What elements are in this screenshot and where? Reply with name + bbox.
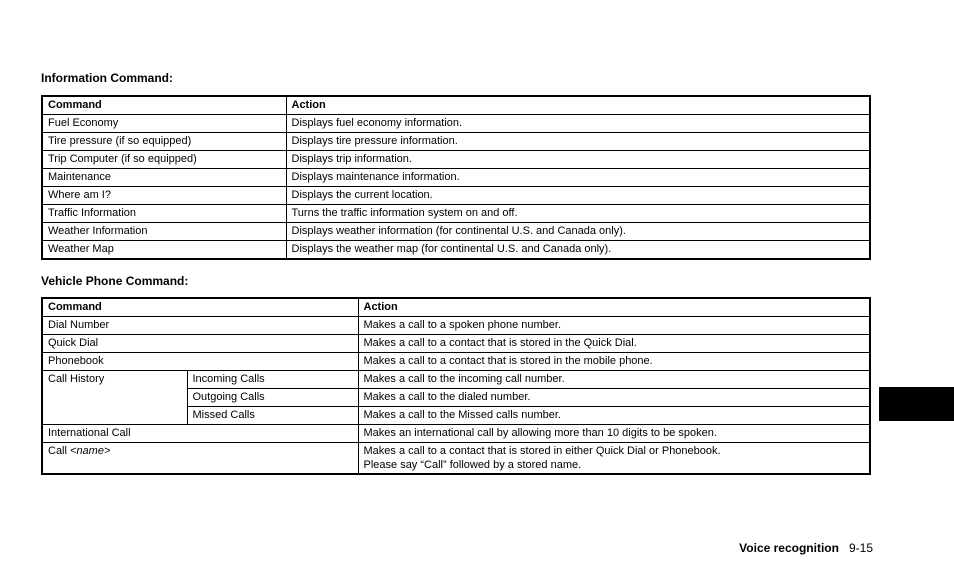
call-history-cell: Call History bbox=[42, 371, 187, 425]
command-cell: Where am I? bbox=[42, 187, 286, 205]
action-cell: Makes a call to the incoming call number. bbox=[358, 371, 870, 389]
command-cell bbox=[42, 443, 358, 475]
column-header-action: Action bbox=[358, 298, 870, 317]
action-cell bbox=[358, 443, 870, 475]
table-row bbox=[42, 443, 870, 475]
name-placeholder: <name> bbox=[70, 445, 111, 457]
table-row bbox=[42, 151, 870, 169]
action-line: Please say “Call” followed by a stored name. bbox=[363, 459, 582, 471]
action-cell: Displays weather information (for continental U.S. and Canada only). bbox=[286, 223, 870, 241]
table-row bbox=[42, 317, 870, 335]
table-header-row bbox=[42, 298, 870, 317]
command-cell: Tire pressure (if so equipped) bbox=[42, 133, 286, 151]
action-cell: Turns the traffic information system on and off. bbox=[286, 205, 870, 223]
chapter-tab-marker bbox=[879, 387, 954, 421]
table-row bbox=[42, 371, 870, 389]
table-row bbox=[42, 353, 870, 371]
sub-command-cell: Incoming Calls bbox=[187, 371, 358, 389]
table-row bbox=[42, 241, 870, 260]
action-cell: Makes a call to the Missed calls number. bbox=[358, 407, 870, 425]
page-footer bbox=[600, 541, 873, 555]
action-cell: Displays fuel economy information. bbox=[286, 115, 870, 133]
action-cell: Displays the current location. bbox=[286, 187, 870, 205]
action-cell: Makes an international call by allowing more than 10 digits to be spoken. bbox=[358, 425, 870, 443]
command-cell: Weather Map bbox=[42, 241, 286, 260]
command-cell: Dial Number bbox=[42, 317, 358, 335]
command-cell: Maintenance bbox=[42, 169, 286, 187]
page-number: 9-15 bbox=[848, 541, 873, 555]
table-row bbox=[42, 133, 870, 151]
table-row bbox=[42, 335, 870, 353]
table-row bbox=[42, 169, 870, 187]
table-header-row bbox=[42, 96, 870, 115]
action-cell: Displays maintenance information. bbox=[286, 169, 870, 187]
table-row bbox=[42, 425, 870, 443]
column-header-command: Command bbox=[42, 96, 286, 115]
vehicle-phone-command-heading: Vehicle Phone Command: bbox=[41, 274, 189, 288]
column-header-command: Command bbox=[42, 298, 358, 317]
table-row bbox=[42, 223, 870, 241]
sub-command-cell: Outgoing Calls bbox=[187, 389, 358, 407]
action-cell: Displays tire pressure information. bbox=[286, 133, 870, 151]
information-command-heading: Information Command: bbox=[41, 71, 173, 85]
command-cell: Fuel Economy bbox=[42, 115, 286, 133]
command-cell: Phonebook bbox=[42, 353, 358, 371]
action-cell: Displays trip information. bbox=[286, 151, 870, 169]
table-row bbox=[42, 115, 870, 133]
vehicle-phone-command-table bbox=[41, 297, 871, 475]
action-cell: Makes a call to the dialed number. bbox=[358, 389, 870, 407]
command-cell: Quick Dial bbox=[42, 335, 358, 353]
information-command-table bbox=[41, 95, 871, 260]
command-cell: Weather Information bbox=[42, 223, 286, 241]
call-command-label: Call bbox=[48, 445, 67, 457]
action-cell: Makes a call to a contact that is stored in the mobile phone. bbox=[358, 353, 870, 371]
sub-command-cell: Missed Calls bbox=[187, 407, 358, 425]
command-cell: Traffic Information bbox=[42, 205, 286, 223]
footer-section-title: Voice recognition bbox=[739, 541, 839, 555]
action-line: Makes a call to a contact that is stored in either Quick Dial or Phonebook. bbox=[363, 445, 721, 457]
command-cell: Trip Computer (if so equipped) bbox=[42, 151, 286, 169]
action-cell: Makes a call to a spoken phone number. bbox=[358, 317, 870, 335]
action-cell: Displays the weather map (for continental U.S. and Canada only). bbox=[286, 241, 870, 260]
column-header-action: Action bbox=[286, 96, 870, 115]
action-cell: Makes a call to a contact that is stored in the Quick Dial. bbox=[358, 335, 870, 353]
table-row bbox=[42, 205, 870, 223]
command-cell: International Call bbox=[42, 425, 358, 443]
table-row bbox=[42, 187, 870, 205]
